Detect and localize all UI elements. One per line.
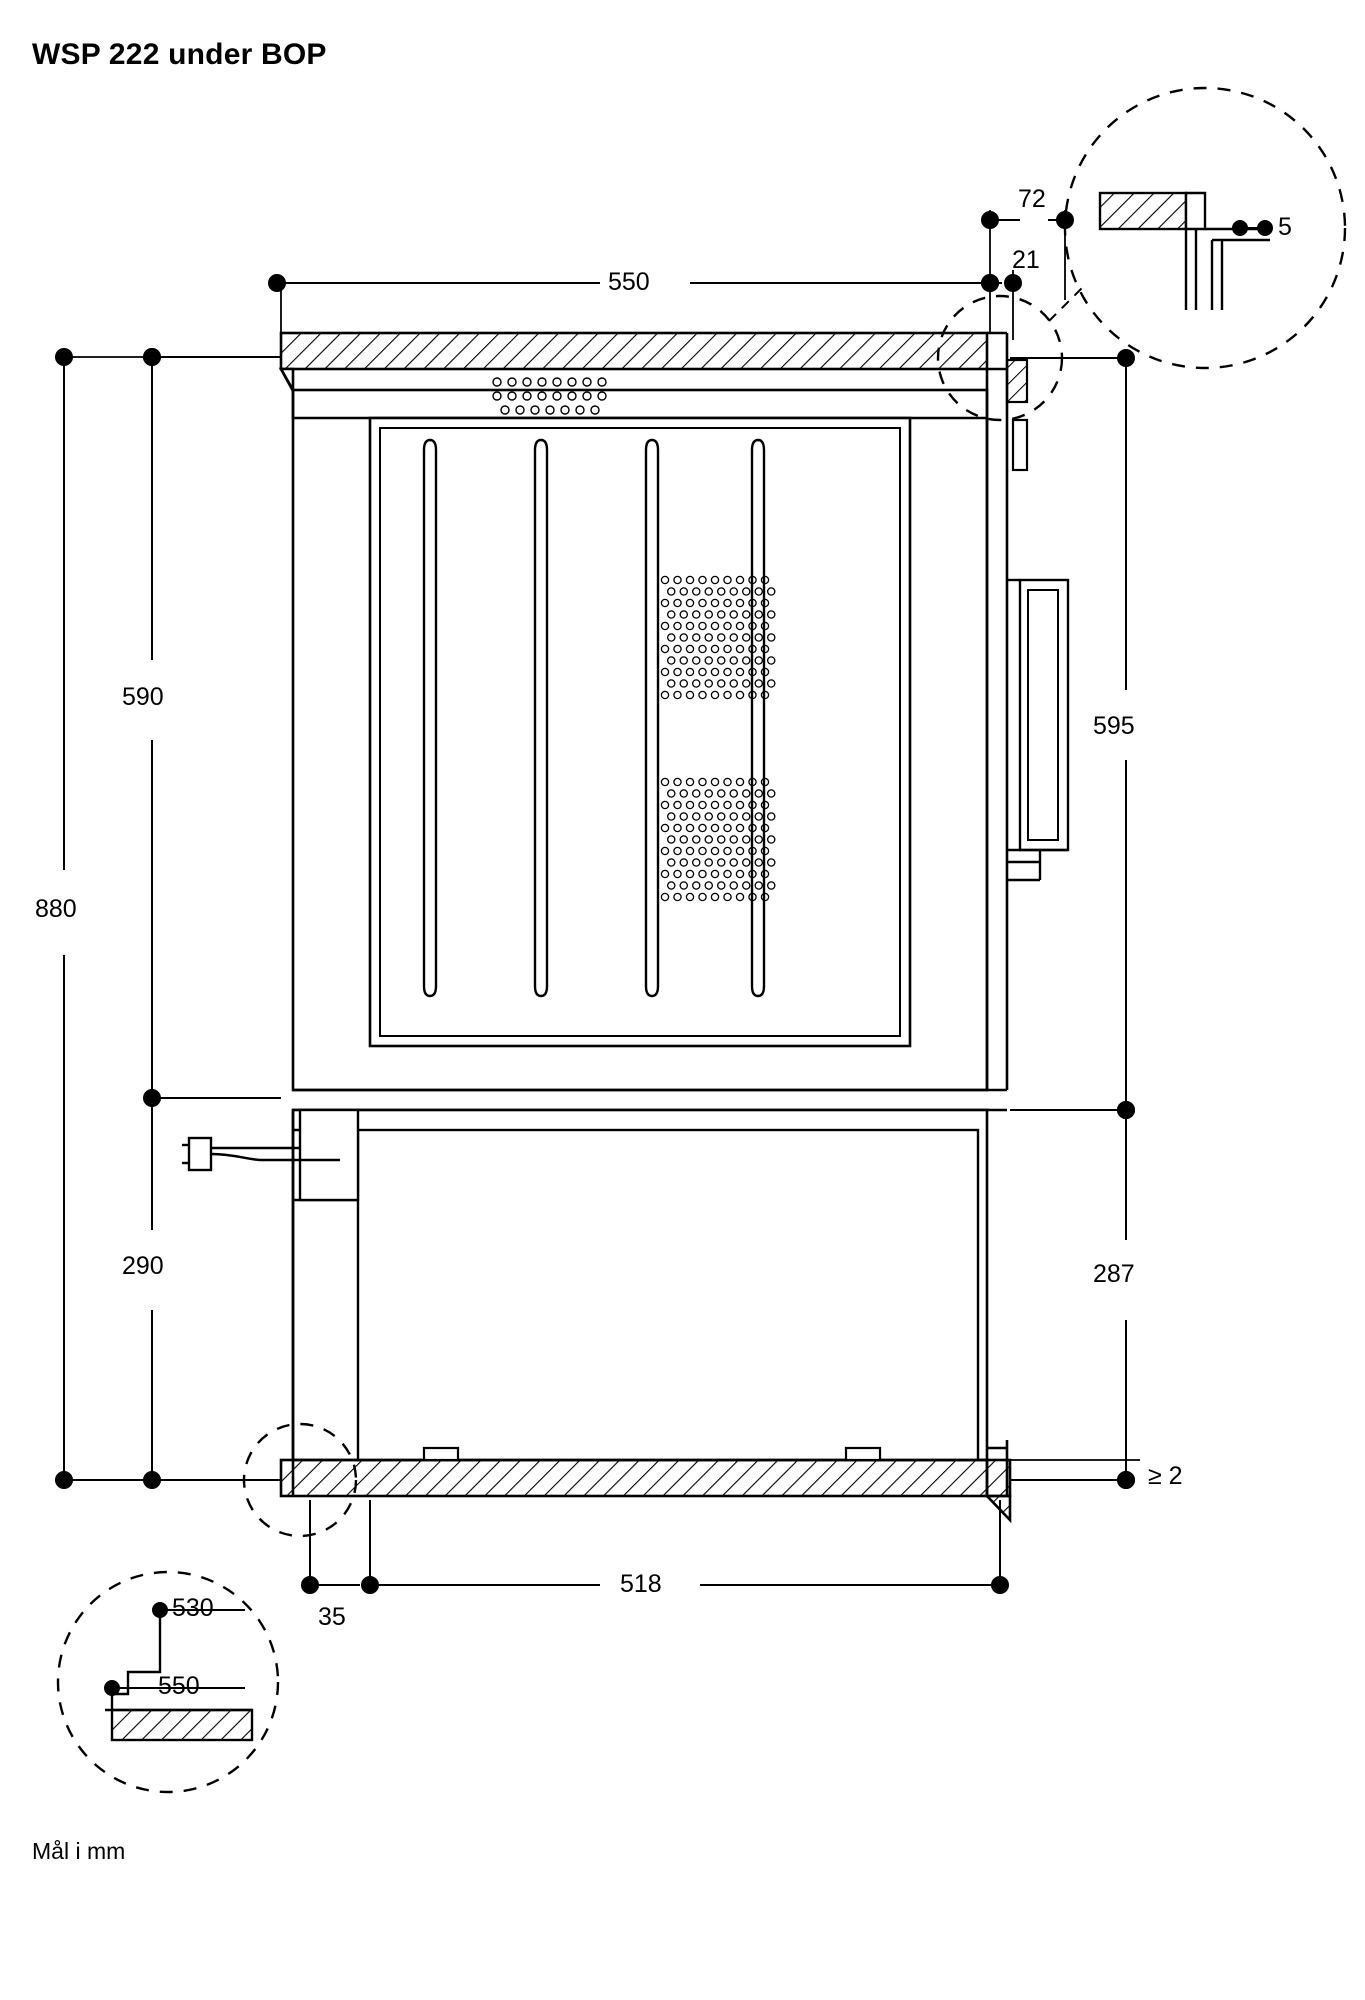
worktop-panel (281, 333, 1007, 391)
oven-body (293, 378, 987, 1090)
dim-35: 35 (318, 1603, 346, 1631)
units-footnote: Mål i mm (32, 1838, 126, 1864)
oven-drawer-split (293, 1090, 1007, 1110)
dim-550-detail: 550 (158, 1672, 200, 1700)
page-title: WSP 222 under BOP (32, 38, 327, 71)
dim-287: 287 (1093, 1260, 1135, 1288)
dim-530: 530 (172, 1594, 214, 1622)
dim-518: 518 (620, 1570, 662, 1598)
dim-clearance-min: ≥ 2 (1148, 1462, 1183, 1490)
dim-290: 290 (122, 1252, 164, 1280)
right-side-detail (987, 360, 1068, 1090)
dim-880: 880 (35, 895, 77, 923)
warming-drawer (293, 1110, 987, 1460)
dim-590: 590 (122, 683, 164, 711)
dim-21: 21 (1012, 246, 1040, 274)
dim-550-top: 550 (608, 268, 650, 296)
dim-5: 5 (1278, 213, 1292, 241)
dim-595: 595 (1093, 712, 1135, 740)
dim-72: 72 (1018, 185, 1046, 213)
